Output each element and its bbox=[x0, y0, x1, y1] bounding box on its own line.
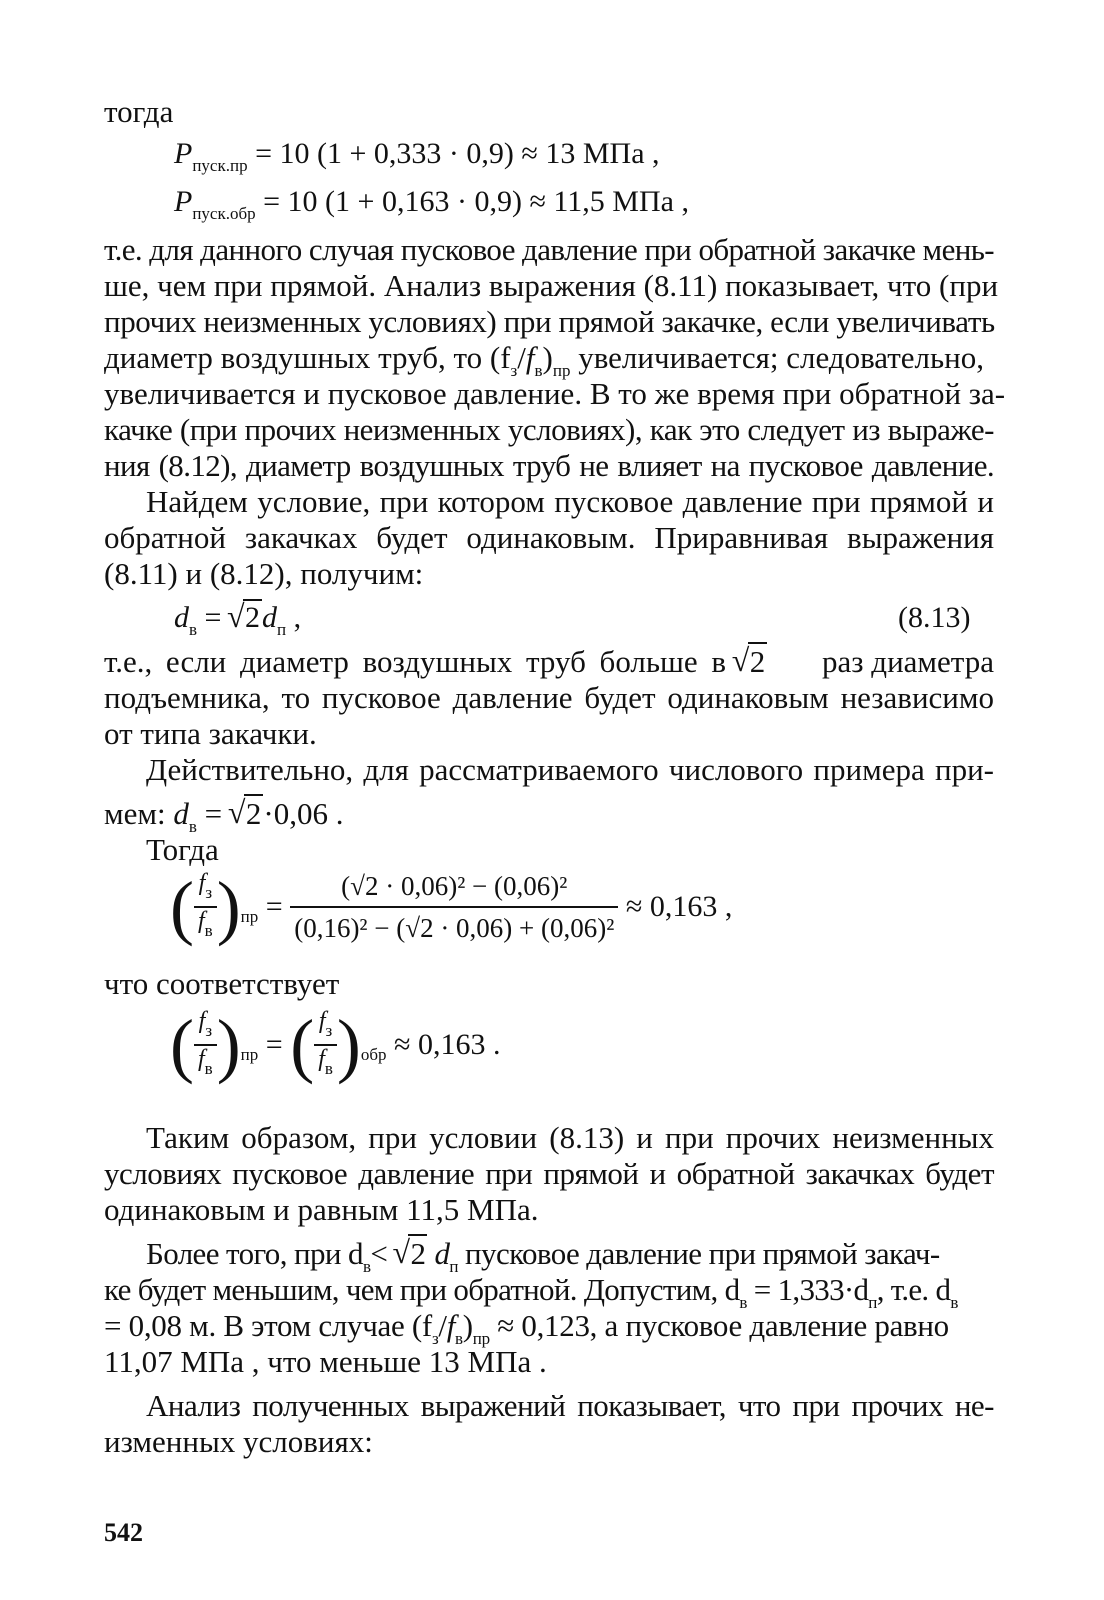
text-line-with-ratio: диаметр воздушных труб, то $(f_з/f_в)_{пр}$ увеличивается; следовательно, bbox=[104, 340, 985, 380]
equation-p-pusk-pr bbox=[174, 136, 660, 184]
text-fragment: мем: bbox=[104, 796, 166, 831]
eq-symbol: P bbox=[174, 185, 193, 218]
text-line: условиях пусковое давление при прямой и обратной закачках будет bbox=[104, 1156, 994, 1191]
text-line: 11,07 МПа , что меньше 13 МПа . bbox=[104, 1344, 547, 1379]
text-fragment: пусковое давление при прямой закач- bbox=[457, 1236, 940, 1271]
text-line: обратной закачках будет одинаковым. Приравнивая выражения bbox=[104, 520, 994, 555]
page-number: 542 bbox=[104, 1518, 143, 1547]
eq-rhs: = 10 (1 + 0,163 · 0,9) ≈ 11,5 МПа , bbox=[263, 185, 689, 218]
text-line: Тогда bbox=[146, 832, 219, 867]
text-line-with-formula: = 0,08 м. В этом случае $(f_з/f_в)_{пр} \approx 0,123$, а пусковое давление равно bbox=[104, 1308, 949, 1348]
eq-value: ·0,06 . bbox=[263, 796, 344, 831]
text-fragment: увеличивается; следовательно, bbox=[570, 340, 985, 375]
text-line: ния (8.12), диаметр воздушных труб не влияет на пусковое давление. bbox=[104, 448, 994, 483]
sqrt-symbol bbox=[229, 600, 262, 636]
text-line: тогда bbox=[104, 94, 174, 129]
text-line-with-formula: мем: $d_в$ = √ 2·0,06 . bbox=[104, 796, 343, 845]
text-fragment: = 1,333·d bbox=[746, 1272, 869, 1307]
text-line: что соответствует bbox=[104, 966, 340, 1001]
fraction-denominator: (0,16)² − (√2 · 0,06) + (0,06)² bbox=[294, 913, 615, 943]
sqrt-symbol: √ 2 bbox=[734, 644, 768, 680]
ratio-equality-equation: ( $\frac{f_з}{f_в}$ )$_{пр}$ = ( $\frac{f_з}{f_в}$ )$_{обр} \approx 0,163$ . bbox=[170, 1005, 501, 1085]
text-line: Найдем условие, при котором пусковое давление при прямой и bbox=[146, 484, 994, 519]
eq-symbol: d bbox=[261, 601, 277, 634]
text-line: от типа закачки. bbox=[104, 716, 317, 751]
eq-symbol: d bbox=[174, 601, 189, 634]
eq-subscript: пуск.пр bbox=[192, 156, 248, 175]
text-line: прочих неизменных условиях) при прямой закачке, если увеличивать bbox=[104, 304, 995, 339]
text-fragment: Более того, при d bbox=[146, 1236, 363, 1271]
eq-subscript: пуск.обр bbox=[192, 204, 256, 223]
fraction-numerator: (√2 · 0,06)² − (0,06)² bbox=[290, 866, 618, 908]
fraction-result: ≈ 0,163 , bbox=[625, 890, 733, 923]
text-line: т.е. для данного случая пусковое давление при обратной закачке мень- bbox=[104, 232, 994, 267]
eq-symbol: P bbox=[174, 137, 193, 170]
text-line: (8.11) и (8.12), получим: bbox=[104, 556, 424, 591]
ratio-result: ≈ 0,163 . bbox=[394, 1028, 501, 1061]
text-fragment: т.е., если диаметр воздушных труб больше в bbox=[104, 644, 726, 679]
sqrt-radicand: 2 bbox=[244, 601, 260, 634]
text-fragment: , т.е. d bbox=[876, 1272, 951, 1307]
text-line: Таким образом, при условии (8.13) и при прочих неизменных bbox=[146, 1120, 994, 1155]
fraction-equation: ( $\frac{f_з}{f_в}$ )$_{пр}$ = $\frac{\text{(√2 · 0,06)² − (0,06)²}}{\text{(0,16)² − (√2 · 0,06) + (0,06)²}}$ ≈ 0,163 , bbox=[170, 867, 733, 947]
eq-rhs: = 10 (1 + 0,333 · 0,9) ≈ 13 МПа , bbox=[255, 137, 660, 170]
text-line: Анализ полученных выражений показывает, что при прочих не- bbox=[146, 1388, 994, 1423]
equation-number: (8.13) bbox=[898, 601, 971, 634]
text-line-with-formula: ке будет меньшим, чем при обратной. Допустим, $d_в = 1,333\cdot d_п$, т.е. $d_в$ bbox=[104, 1272, 958, 1312]
sqrt-symbol: √ 2 bbox=[230, 796, 264, 832]
text-line: ше, чем при прямой. Анализ выражения (8.11) показывает, что (при bbox=[104, 268, 999, 303]
text-line: увеличивается и пусковое давление. В то же время при обратной за- bbox=[104, 376, 1006, 411]
text-line: одинаковым и равным 11,5 МПа. bbox=[104, 1192, 539, 1227]
text-fragment: ≈ 0,123, а пусковое давление равно bbox=[489, 1308, 949, 1343]
eq-equals: = bbox=[197, 601, 229, 634]
text-line: подъемника, то пусковое давление будет одинаковым независимо bbox=[104, 680, 994, 715]
text-line-with-formula: Более того, при $d_в<$ √ 2 $d_п$ пусковое давление при прямой закач- bbox=[146, 1236, 994, 1285]
equation-p-pusk-obr bbox=[174, 184, 689, 232]
text-fragment: = 0,08 м. В этом случае (f bbox=[104, 1308, 432, 1343]
text-fragment: раз диаметра bbox=[822, 644, 994, 679]
text-fragment: ке будет меньшим, чем при обратной. Допустим, d bbox=[104, 1272, 740, 1307]
text-line: изменных условиях: bbox=[104, 1424, 373, 1459]
sqrt-symbol: √ 2 bbox=[394, 1236, 427, 1272]
text-fragment: диаметр воздушных труб, то (f bbox=[104, 340, 511, 375]
text-line: Действительно, для рассматриваемого числового примера при- bbox=[146, 752, 994, 787]
text-line-with-sqrt bbox=[104, 644, 994, 680]
equation-8-13: $d_в$ = √ $2d_п$ , bbox=[174, 600, 301, 648]
main-fraction bbox=[290, 866, 618, 948]
text-line: качке (при прочих неизменных условиях), как это следует из выраже- bbox=[104, 412, 994, 447]
